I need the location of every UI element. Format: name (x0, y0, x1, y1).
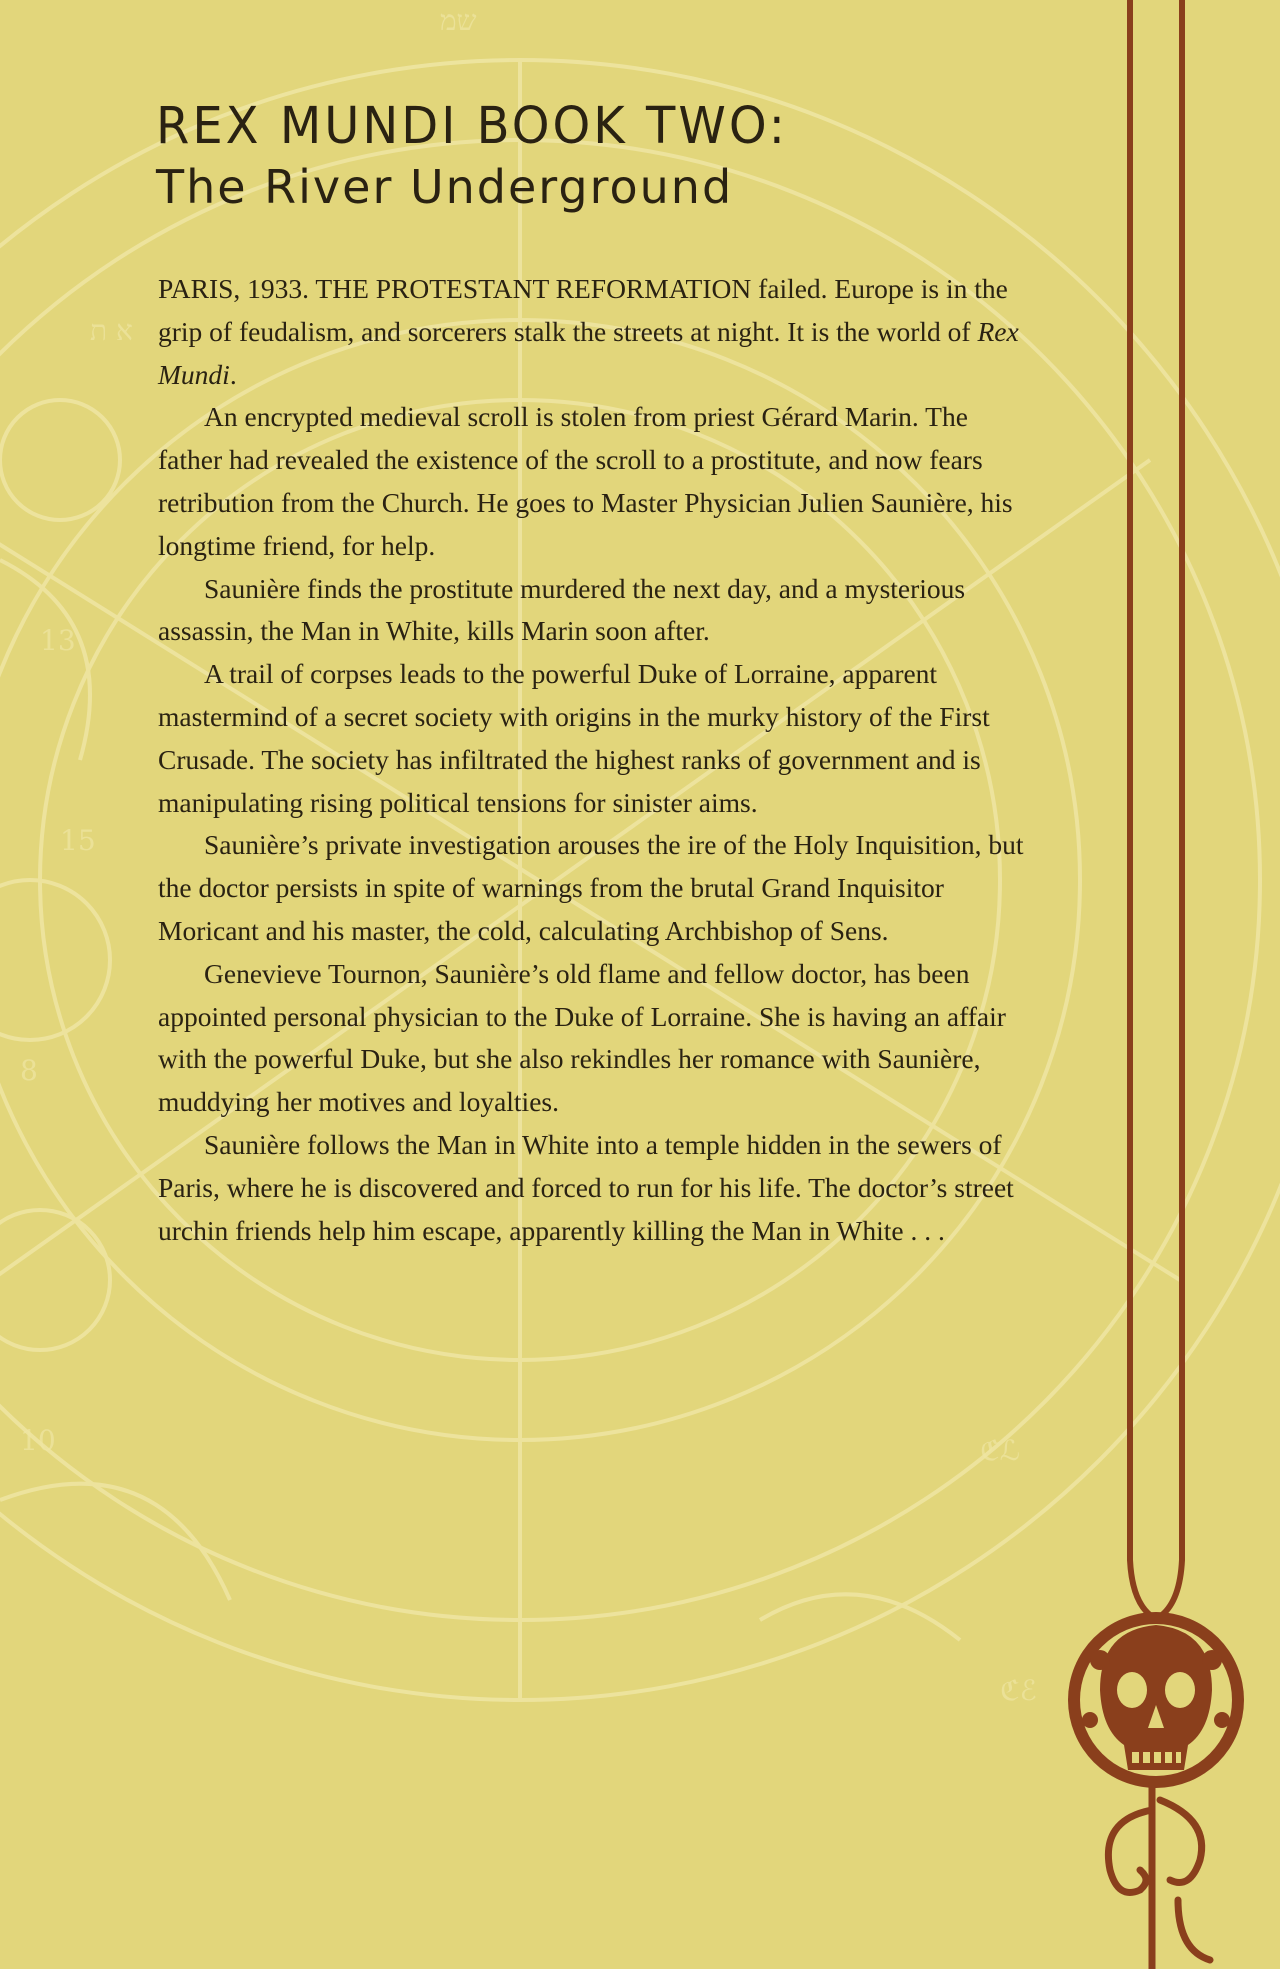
paragraph-1-italic: Rex Mundi (158, 315, 1019, 390)
title-block (156, 96, 976, 218)
svg-text:שמ: שמ (440, 4, 477, 37)
synopsis-body (158, 268, 1038, 1252)
svg-text:8: 8 (20, 1054, 38, 1087)
skull-icon (1068, 1612, 1244, 1788)
page-title: REX MUNDI BOOK TWO: (156, 96, 788, 156)
svg-text:10: 10 (20, 1424, 56, 1457)
svg-text:ℭℒ: ℭℒ (980, 1434, 1020, 1467)
paragraph-1-lead: PARIS, 1933. THE PROTESTANT REFORMATION failed. Europe is in the grip of feudalism, and sorcerers stalk the streets at night. It is the world of (158, 273, 1008, 347)
paragraph-2: An encrypted medieval scroll is stolen from priest Gérard Marin. The father had revealed the existence of the scroll to a prostitute, and now fears retribution from the Church. He goes to Master Physician Julien Saunière, his longtime friend, for help. (158, 401, 1013, 561)
paragraph-3: Saunière finds the prostitute murdered the next day, and a mysterious assassin, the Man in White, kills Marin soon after. (158, 572, 966, 647)
paragraph-6: Genevieve Tournon, Saunière’s old flame and fellow doctor, has been appointed personal physician to the Duke of Lorraine. She is having an affair with the powerful Duke, but she also rekindles her romance with Saunière, muddying her motives and loyalties. (158, 957, 1006, 1118)
svg-text:א ת: א ת (90, 314, 133, 347)
svg-text:13: 13 (40, 624, 76, 657)
page-subtitle: The River Underground (156, 160, 734, 214)
paragraph-4: A trail of corpses leads to the powerful Duke of Lorraine, apparent mastermind of a secret society with origins in the murky history of the First Crusade. The society has infiltrated the highest ranks of government and is manipulating rising political tensions for sinister aims. (158, 658, 990, 818)
paragraph-7: Saunière follows the Man in White into a temple hidden in the sewers of Paris, where he is discovered and forced to run for his life. The doctor’s street urchin friends help him escape, apparently killing the Man in White . . . (158, 1128, 1014, 1246)
skull-column-ornament (1060, 0, 1280, 1969)
svg-text:ℭℰ: ℭℰ (1000, 1674, 1037, 1707)
paragraph-1 (158, 268, 1038, 396)
paragraph-5: Saunière’s private investigation arouses the ire of the Holy Inquisition, but the doctor persists in spite of warnings from the brutal Grand Inquisitor Moricant and his master, the cold, calculating Archbishop of Sens. (158, 829, 1024, 946)
svg-text:15: 15 (60, 824, 96, 857)
paragraph-1-end: . (229, 358, 237, 390)
